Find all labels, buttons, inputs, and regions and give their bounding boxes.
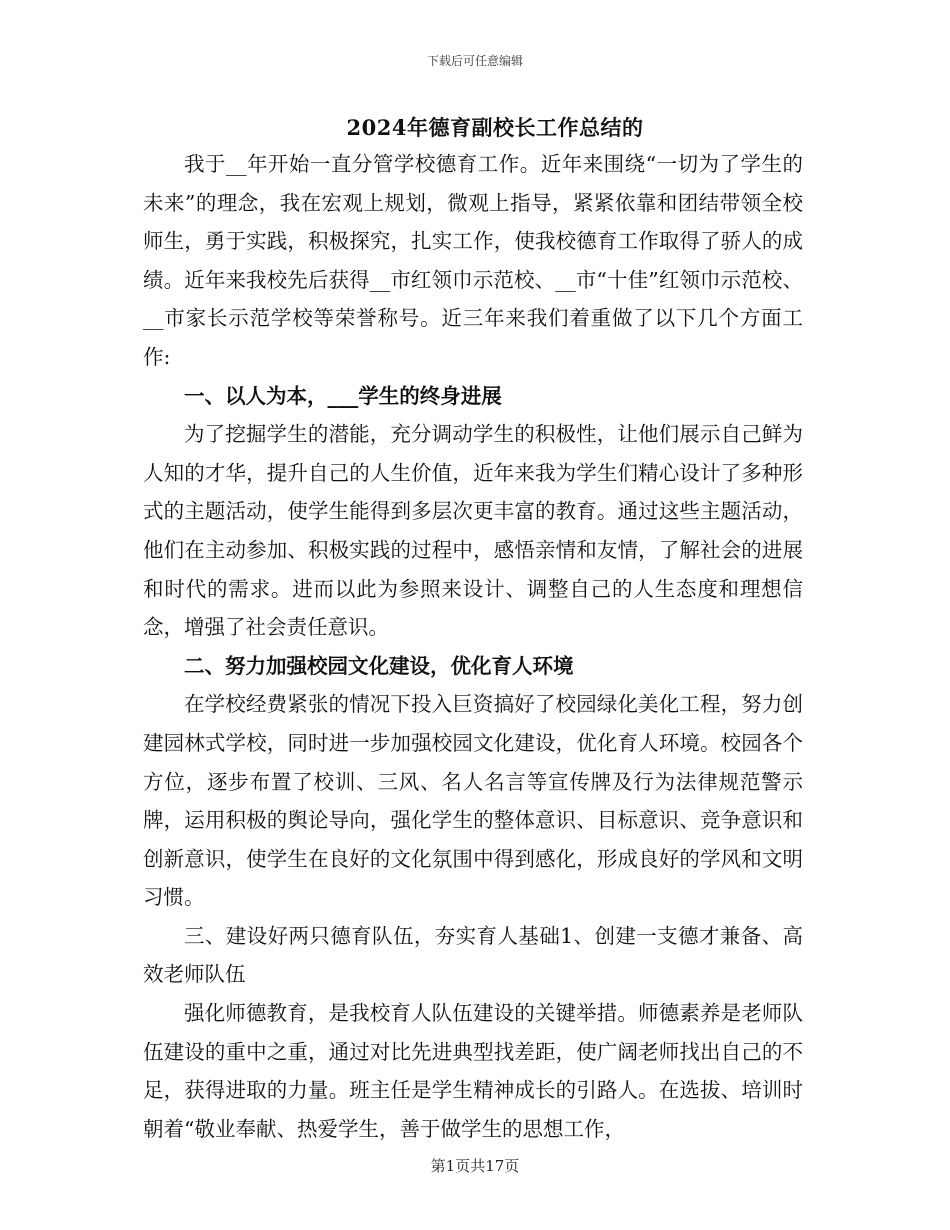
- paragraph-section-3: 强化师德教育，是我校育人队伍建设的关键举措。师德素养是老师队伍建设的重中之重，通过对比先进典型找差距，使广阔老师找出自己的不足，获得进取的力量。班主任是学生精神成长的引路人。在选拔、培训时朝着“敬业奉献、热爱学生，善于做学生的思想工作，: [143, 1001, 803, 1141]
- document-body: [143, 145, 803, 1148]
- section-heading-1: 一、以人为本，___学生的终身进展: [184, 383, 502, 408]
- paragraph-intro: 我于__年开始一直分管学校德育工作。近年来围绕“一切为了学生的未来”的理念，我在宏观上规划，微观上指导，紧紧依靠和团结带领全校师生，勇于实践，积极探究，扎实工作，使我校德育工作取得了骄人的成绩。近年来我校先后获得__市红领巾示范校、__市“十佳”红领巾示范校、__市家长示范学校等荣誉称号。近三年来我们着重做了以下几个方面工作:: [143, 152, 803, 369]
- page-number: 第1页共17页: [430, 1157, 520, 1175]
- paragraph-section-2: 在学校经费紧张的情况下投入巨资搞好了校园绿化美化工程，努力创建园林式学校，同时进一步加强校园文化建设，优化育人环境。校园各个方位，逐步布置了校训、三风、名人名言等宣传牌及行为法律规范警示牌，运用积极的舆论导向，强化学生的整体意识、目标意识、竞争意识和创新意识，使学生在良好的文化氛围中得到感化，形成良好的学风和文明习惯。: [143, 692, 803, 910]
- page-header: 下载后可任意编辑: [426, 54, 523, 68]
- paragraph-section-1: 为了挖掘学生的潜能，充分调动学生的积极性，让他们展示自己鲜为人知的才华，提升自己的人生价值，近年来我为学生们精心设计了多种形式的主题活动，使学生能得到多层次更丰富的教育。通过这些主题活动，他们在主动参加、积极实践的过程中，感悟亲情和友情，了解社会的进展和时代的需求。进而以此为参照来设计、调整自己的人生态度和理想信念，增强了社会责任意识。: [143, 422, 803, 640]
- section-heading-2: 二、努力加强校园文化建设，优化育人环境: [184, 653, 574, 678]
- section-heading-3: 三、建设好两只德育队伍，夯实育人基础1、创建一支德才兼备、高效老师队伍: [143, 923, 803, 987]
- document-title: 2024年德育副校长工作总结的: [346, 115, 644, 140]
